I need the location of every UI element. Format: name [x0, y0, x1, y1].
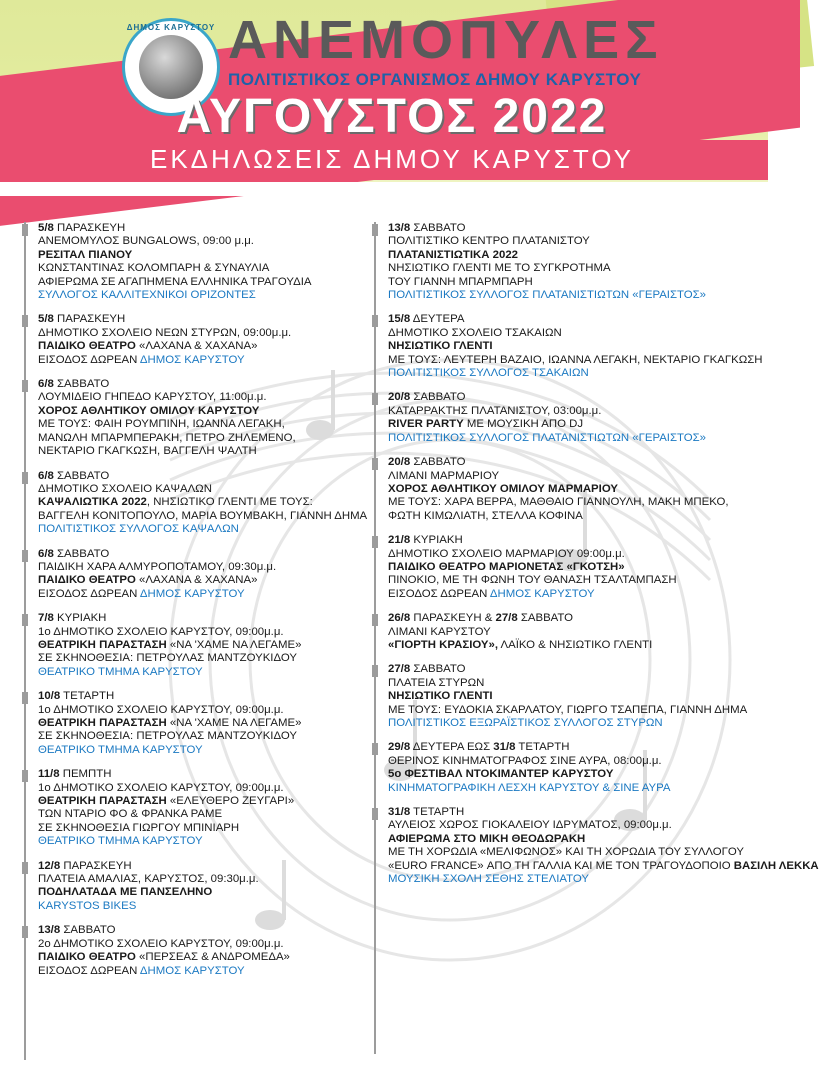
- event-title: ΠΑΙΔΙΚΟ ΘΕΑΤΡΟ: [38, 340, 136, 353]
- event-date: 29/8: [388, 741, 411, 754]
- event-title: ΧΟΡΟΣ ΑΘΛΗΤΙΚΟΥ ΟΜΙΛΟΥ ΜΑΡΜΑΡΙΟΥ: [388, 482, 618, 495]
- event-date: 31/8: [388, 806, 411, 819]
- event-date: 21/8: [388, 534, 411, 547]
- event-organizer-line: [388, 289, 748, 302]
- event-title-rest: «ΝΑ 'ΧΑΜΕ ΝΑ ΛΕΓΑΜΕ»: [166, 717, 302, 729]
- event-venue: ΠΟΛΙΤΙΣΤΙΚΟ ΚΕΝΤΡΟ ΠΛΑΤΑΝΙΣΤΟΥ: [388, 235, 590, 248]
- event-day-end: ΤΕΤΑΡΤΗ: [515, 741, 570, 754]
- event-date-line: [38, 924, 360, 937]
- event-venue: 1ο ΔΗΜΟΤΙΚΟ ΣΧΟΛΕΙΟ ΚΑΡΥΣΤΟΥ, 09:00μ.μ.: [38, 781, 284, 794]
- event-organizer: ΘΕΑΤΡΙΚΟ ΤΜΗΜΑ ΚΑΡΥΣΤΟΥ: [38, 835, 203, 848]
- event-date: 15/8: [388, 313, 411, 326]
- event-entry: [38, 378, 360, 458]
- events-column-right: [388, 222, 819, 897]
- event-date-line: [388, 534, 748, 547]
- event-title-rest: «ΝΑ 'ΧΑΜΕ ΝΑ ΛΕΓΑΜΕ»: [166, 638, 302, 651]
- event-venue: 2ο ΔΗΜΟΤΙΚΟ ΣΧΟΛΕΙΟ ΚΑΡΥΣΤΟΥ, 09:00μ.μ.: [38, 937, 284, 950]
- event-entry: [388, 456, 748, 523]
- event-organizer: ΜΟΥΣΙΚΗ ΣΧΟΛΗ ΣΕΘΗΣ ΣΤΕΛΙΑΤΟΥ: [388, 873, 589, 886]
- event-title-line: [388, 768, 748, 781]
- event-day: ΣΑΒΒΑΤΟ: [410, 663, 466, 676]
- event-date-line: [388, 741, 748, 754]
- event-date: 20/8: [388, 456, 411, 469]
- event-title-rest: ΛΑΪΚΟ & ΝΗΣΙΩΤΙΚΟ ΓΛΕΝΤΙ: [498, 638, 653, 651]
- event-venue: 1ο ΔΗΜΟΤΙΚΟ ΣΧΟΛΕΙΟ ΚΑΡΥΣΤΟΥ, 09:00μ.μ.: [38, 703, 284, 716]
- event-detail: ΜΕ ΤΟΥΣ: ΦΑΙΗ ΡΟΥΜΠΙΝΗ, ΙΩΑΝΝΑ ΛΕΓΑΚΗ,: [38, 418, 285, 431]
- event-date: 20/8: [388, 391, 411, 404]
- event-venue: ΠΛΑΤΕΙΑ ΣΤΥΡΩΝ: [388, 676, 485, 689]
- event-day: ΣΑΒΒΑΤΟ: [410, 456, 466, 469]
- event-title: RIVER PARTY: [388, 418, 464, 431]
- event-venue: ΛΟΥΜΙΔΕΙΟ ΓΗΠΕΔΟ ΚΑΡΥΣΤΟΥ, 11:00μ.μ.: [38, 391, 267, 404]
- event-date-line: [388, 806, 748, 819]
- event-entry: [388, 663, 748, 730]
- event-day: ΠΑΡΑΣΚΕΥΗ: [53, 222, 126, 234]
- event-organizer-line: [38, 965, 360, 978]
- event-organizer-line: [388, 782, 748, 795]
- event-day: ΣΑΒΒΑΤΟ: [53, 547, 110, 560]
- event-date-line: [38, 313, 360, 326]
- event-day: ΠΑΡΑΣΚΕΥΗ: [60, 859, 132, 872]
- event-detail: ΤΩΝ ΝΤΑΡΙΟ ΦΟ & ΦΡΑΝΚΑ ΡΑΜΕ: [38, 808, 223, 821]
- event-date: 5/8: [38, 313, 54, 326]
- event-organizer: ΚΙΝΗΜΑΤΟΓΡΑΦΙΚΗ ΛΕΣΧΗ ΚΑΡΥΣΤΟΥ & ΣΙΝΕ ΑΥΡΑ: [388, 781, 671, 794]
- event-title-line: [38, 496, 360, 509]
- event-title-line: [388, 561, 748, 574]
- event-venue: ΑΥΛΕΙΟΣ ΧΩΡΟΣ ΓΙΟΚΑΛΕΙΟΥ ΙΔΡΥΜΑΤΟΣ, 09:00μ.μ.: [388, 819, 672, 832]
- event-title: ΠΑΙΔΙΚΟ ΘΕΑΤΡΟ: [38, 951, 136, 964]
- event-venue: ΠΑΙΔΙΚΗ ΧΑΡΑ ΑΛΜΥΡΟΠΟΤΑΜΟΥ, 09:30μ.μ.: [38, 560, 277, 573]
- event-date: 5/8: [38, 222, 54, 234]
- event-entry-note: ΕΙΣΟΔΟΣ ΔΩΡΕΑΝ: [388, 587, 490, 600]
- event-organizer-line: [388, 717, 748, 730]
- event-organizer: ΘΕΑΤΡΙΚΟ ΤΜΗΜΑ ΚΑΡΥΣΤΟΥ: [38, 665, 203, 678]
- event-title-line: [38, 717, 360, 730]
- event-date: 6/8: [38, 469, 54, 482]
- event-detail: ΠΙΝΟΚΙΟ, ΜΕ ΤΗ ΦΩΝΗ ΤΟΥ ΘΑΝΑΣΗ ΤΣΑΛΤΑΜΠΑΣΗ: [388, 574, 677, 587]
- event-title: ΠΟΔΗΛΑΤΑΔΑ ΜΕ ΠΑΝΣΕΛΗΝΟ: [38, 886, 213, 899]
- logo-text: ΔΗΜΟΣ ΚΑΡΥΣΤΟΥ: [126, 23, 216, 32]
- event-title: ΝΗΣΙΩΤΙΚΟ ΓΛΕΝΤΙ: [388, 340, 493, 353]
- event-title-line: [388, 340, 748, 353]
- event-day-end: ΣΑΒΒΑΤΟ: [517, 612, 574, 625]
- event-date-line: [38, 860, 360, 873]
- event-organizer-line: [38, 289, 360, 302]
- event-date-line: [388, 663, 748, 676]
- event-detail: ΒΑΓΓΕΛΗ ΚΟΝΙΤΟΠΟΥΛΟ, ΜΑΡΙΑ ΒΟΥΜΒΑΚΗ, ΓΙΑΝΝΗ ΔΗΜΑ: [38, 509, 368, 522]
- event-detail-text: «EURO FRANCE» ΑΠΟ ΤΗ ΓΑΛΛΙΑ ΚΑΙ ΜΕ ΤΟΝ ΤΡΑΓΟΥΔΟΠΟΙΟ: [388, 859, 734, 872]
- event-entry: [388, 313, 763, 380]
- event-organizer-line: [388, 588, 748, 601]
- event-venue: ΔΗΜΟΤΙΚΟ ΣΧΟΛΕΙΟ ΜΑΡΜΑΡΙΟΥ 09:00μ.μ.: [388, 547, 625, 560]
- event-venue: ΔΗΜΟΤΙΚΟ ΣΧΟΛΕΙΟ ΤΣΑΚΑΙΩΝ: [388, 326, 562, 339]
- event-day: ΔΕΥΤΕΡΑ: [410, 313, 465, 326]
- event-title-line: [38, 574, 360, 587]
- event-entry: [38, 612, 360, 679]
- event-date: 27/8: [388, 663, 411, 676]
- event-day: ΚΥΡΙΑΚΗ: [410, 534, 463, 547]
- event-organizer: ΠΟΛΙΤΙΣΤΙΚΟΣ ΣΥΛΛΟΓΟΣ ΠΛΑΤΑΝΙΣΤΙΩΤΩΝ «ΓΕΡΑΙΣΤΟΣ»: [388, 431, 706, 444]
- event-date-end: 27/8: [495, 612, 518, 625]
- event-title-line: [38, 639, 360, 652]
- event-entry: [38, 548, 360, 602]
- event-venue: ΚΑΤΑΡΡΑΚΤΗΣ ΠΛΑΤΑΝΙΣΤΟΥ, 03:00μ.μ.: [388, 404, 602, 417]
- event-organizer: ΣΥΛΛΟΓΟΣ ΚΑΛΛΙΤΕΧΝΙΚΟΙ ΟΡΙΖΟΝΤΕΣ: [38, 289, 256, 302]
- event-date: 6/8: [38, 378, 54, 391]
- event-day: ΠΑΡΑΣΚΕΥΗ: [53, 313, 126, 326]
- event-organizer-line: [38, 588, 360, 601]
- event-title-rest: ΜΕ ΜΟΥΣΙΚΗ ΑΠΟ DJ: [463, 418, 584, 431]
- event-date: 11/8: [38, 768, 60, 781]
- event-venue: ΑΝΕΜΟΜΥΛΟΣ BUNGALOWS, 09:00 μ.μ.: [38, 235, 254, 248]
- event-organizer: ΘΕΑΤΡΙΚΟ ΤΜΗΜΑ ΚΑΡΥΣΤΟΥ: [38, 743, 203, 756]
- event-organizer: ΔΗΜΟΣ ΚΑΡΥΣΤΟΥ: [489, 587, 595, 600]
- event-detail: ΜΕ ΤΟΥΣ: ΧΑΡΑ ΒΕΡΡΑ, ΜΑΘΘΑΙΟ ΓΙΑΝΝΟΥΛΗ, ΜΑΚΗ ΜΠΕΚΟ,: [388, 496, 729, 509]
- event-venue: ΠΛΑΤΕΙΑ ΑΜΑΛΙΑΣ, ΚΑΡΥΣΤΟΣ, 09:30μ.μ.: [38, 873, 259, 886]
- event-organizer: ΠΟΛΙΤΙΣΤΙΚΟΣ ΣΥΛΛΟΓΟΣ ΤΣΑΚΑΙΩΝ: [388, 367, 589, 380]
- event-title: ΡΕΣΙΤΑΛ ΠΙΑΝΟΥ: [38, 248, 133, 261]
- event-date-line: [38, 612, 360, 625]
- event-organizer-line: [38, 354, 360, 367]
- event-title-line: [388, 639, 748, 652]
- poster-header: [0, 0, 768, 196]
- event-detail: ΝΕΚΤΑΡΙΟ ΓΚΑΓΚΩΣΗ, ΒΑΓΓΕΛΗ ΨΑΛΤΗ: [38, 445, 257, 458]
- event-day: ΣΑΒΒΑΤΟ: [60, 924, 116, 937]
- event-organizer: ΠΟΛΙΤΙΣΤΙΚΟΣ ΣΥΛΛΟΓΟΣ ΚΑΨΑΛΩΝ: [38, 523, 239, 536]
- event-date-line: [38, 470, 360, 483]
- event-organizer: ΔΗΜΟΣ ΚΑΡΥΣΤΟΥ: [139, 964, 245, 977]
- event-day: ΤΕΤΑΡΤΗ: [60, 690, 115, 703]
- event-detail-bold: ΒΑΣΙΛΗ ΛΕΚΚΑ: [733, 859, 819, 872]
- event-entry: [38, 924, 360, 978]
- event-date-line: [388, 313, 748, 326]
- event-organizer-line: [38, 666, 360, 679]
- event-organizer-line: [388, 873, 748, 886]
- event-date-line: [388, 391, 748, 404]
- event-title: «ΓΙΟΡΤΗ ΚΡΑΣΙΟΥ»,: [388, 638, 498, 651]
- event-day: ΣΑΒΒΑΤΟ: [53, 469, 110, 482]
- event-entry: [388, 741, 748, 795]
- header-divider: [0, 182, 768, 196]
- event-date-line: [38, 768, 360, 781]
- event-detail: ΝΗΣΙΩΤΙΚΟ ΓΛΕΝΤΙ ΜΕ ΤΟ ΣΥΓΚΡΟΤΗΜΑ: [388, 262, 611, 275]
- event-title: ΑΦΙΕΡΩΜΑ ΣΤΟ ΜΙΚΗ ΘΕΟΔΩΡΑΚΗ: [388, 832, 586, 845]
- event-title-line: [388, 483, 748, 496]
- event-organizer: ΠΟΛΙΤΙΣΤΙΚΟΣ ΕΞΩΡΑΪΣΤΙΚΟΣ ΣΥΛΛΟΓΟΣ ΣΤΥΡΩΝ: [388, 717, 663, 729]
- event-venue: ΔΗΜΟΤΙΚΟ ΣΧΟΛΕΙΟ ΝΕΩΝ ΣΤΥΡΩΝ, 09:00μ.μ.: [38, 326, 292, 339]
- event-organizer: ΔΗΜΟΣ ΚΑΡΥΣΤΟΥ: [139, 587, 245, 600]
- event-day: ΚΥΡΙΑΚΗ: [53, 612, 107, 625]
- event-detail: ΜΕ ΤΟΥΣ: ΕΥΔΟΚΙΑ ΣΚΑΡΛΑΤΟΥ, ΓΙΩΡΓΟ ΤΣΑΠΕΠΑ, ΓΙΑΝΝΗ ΔΗΜΑ: [388, 703, 748, 716]
- event-title-rest: «ΛΑΧΑΝΑ & ΧΑΧΑΝΑ»: [135, 574, 258, 587]
- event-date: 13/8: [38, 924, 61, 937]
- event-date: 6/8: [38, 547, 54, 560]
- event-detail: ΤΟΥ ΓΙΑΝΝΗ ΜΠΑΡΜΠΑΡΗ: [388, 275, 533, 288]
- event-organizer-line: [38, 744, 360, 757]
- event-organizer: ΔΗΜΟΣ ΚΑΡΥΣΤΟΥ: [139, 353, 245, 366]
- event-date-end: 31/8: [493, 741, 516, 754]
- event-title-line: [388, 690, 748, 703]
- events-subtitle: ΕΚΔΗΛΩΣΕΙΣ ΔΗΜΟΥ ΚΑΡΥΣΤΟΥ: [150, 144, 634, 174]
- event-venue: 1ο ΔΗΜΟΤΙΚΟ ΣΧΟΛΕΙΟ ΚΑΡΥΣΤΟΥ, 09:00μ.μ.: [38, 625, 284, 638]
- event-title: 5ο ΦΕΣΤΙΒΑΛ ΝΤΟΚΙΜΑΝΤΕΡ ΚΑΡΥΣΤΟΥ: [388, 768, 614, 781]
- event-date-line: [38, 378, 360, 391]
- event-title: ΘΕΑΤΡΙΚΗ ΠΑΡΑΣΤΑΣΗ: [38, 638, 167, 651]
- event-title: ΘΕΑΤΡΙΚΗ ΠΑΡΑΣΤΑΣΗ: [38, 717, 167, 729]
- event-entry: [388, 806, 819, 886]
- event-day: ΠΑΡΑΣΚΕΥΗ &: [410, 612, 496, 625]
- event-entry: [388, 222, 748, 302]
- event-date-line: [38, 222, 360, 235]
- event-detail: [388, 859, 819, 873]
- event-entry: [38, 690, 360, 757]
- event-detail: ΑΦΙΕΡΩΜΑ ΣΕ ΑΓΑΠΗΜΕΝΑ ΕΛΛΗΝΙΚΑ ΤΡΑΓΟΥΔΙΑ: [38, 275, 312, 288]
- event-date-line: [38, 690, 360, 703]
- event-entry-note: ΕΙΣΟΔΟΣ ΔΩΡΕΑΝ: [38, 353, 140, 366]
- event-title-line: [388, 833, 748, 846]
- event-title: ΠΛΑΤΑΝΙΣΤΙΩΤΙΚΑ 2022: [388, 248, 519, 261]
- event-day: ΤΕΤΑΡΤΗ: [410, 806, 465, 819]
- event-day: ΣΑΒΒΑΤΟ: [410, 222, 466, 234]
- event-day: ΣΑΒΒΑΤΟ: [53, 378, 110, 391]
- event-date-line: [388, 612, 748, 625]
- event-date: 7/8: [38, 612, 54, 625]
- event-entry: [388, 391, 748, 445]
- month-heading: ΑΥΓΟΥΣΤΟΣ 2022: [176, 90, 608, 143]
- event-title: ΝΗΣΙΩΤΙΚΟ ΓΛΕΝΤΙ: [388, 690, 493, 703]
- event-entry: [38, 860, 360, 914]
- event-title-line: [38, 951, 360, 964]
- event-detail: ΜΑΝΩΛΗ ΜΠΑΡΜΠΕΡΑΚΗ, ΠΕΤΡΟ ΖΗΛΕΜΕΝΟ,: [38, 431, 296, 444]
- event-date: 10/8: [38, 690, 61, 703]
- event-title-line: [38, 249, 360, 262]
- event-title-line: [38, 340, 360, 353]
- event-organizer: ΠΟΛΙΤΙΣΤΙΚΟΣ ΣΥΛΛΟΓΟΣ ΠΛΑΤΑΝΙΣΤΙΩΤΩΝ «ΓΕΡΑΙΣΤΟΣ»: [388, 289, 706, 302]
- events-column-left: [38, 222, 368, 989]
- event-entry: [38, 469, 368, 537]
- event-title-line: [38, 405, 360, 418]
- event-entry-note: ΕΙΣΟΔΟΣ ΔΩΡΕΑΝ: [38, 964, 140, 977]
- event-title-rest: «ΛΑΧΑΝΑ & ΧΑΧΑΝΑ»: [135, 340, 258, 353]
- event-title: ΘΕΑΤΡΙΚΗ ΠΑΡΑΣΤΑΣΗ: [38, 795, 167, 808]
- event-day: ΠΕΜΠΤΗ: [59, 768, 112, 781]
- event-detail: ΣΕ ΣΚΗΝΟΘΕΣΙΑ ΓΙΩΡΓΟΥ ΜΠΙΝΙΑΡΗ: [38, 821, 240, 834]
- event-detail: ΜΕ ΤΗ ΧΟΡΩΔΙΑ «ΜΕΛΙΦΩΝΟΣ» ΚΑΙ ΤΗ ΧΟΡΩΔΙΑ ΤΟΥ ΣΥΛΛΟΓΟΥ: [388, 846, 745, 859]
- event-venue: ΘΕΡΙΝΟΣ ΚΙΝΗΜΑΤΟΓΡΑΦΟΣ ΣΙΝΕ ΑΥΡΑ, 08:00μ.μ.: [388, 754, 662, 767]
- event-date: 12/8: [38, 859, 61, 872]
- event-date: 26/8: [388, 612, 411, 625]
- event-day: ΔΕΥΤΕΡΑ ΕΩΣ: [410, 741, 494, 754]
- poster-title: ΑΝΕΜΟΠΥΛΕΣ: [228, 10, 664, 70]
- event-organizer-line: [388, 432, 748, 445]
- event-detail: ΣΕ ΣΚΗΝΟΘΕΣΙΑ: ΠΕΤΡΟΥΛΑΣ ΜΑΝΤΖΟΥΚΙΔΟΥ: [38, 652, 297, 665]
- event-venue: ΔΗΜΟΤΙΚΟ ΣΧΟΛΕΙΟ ΚΑΨΑΛΩΝ: [38, 482, 212, 495]
- event-title: ΠΑΙΔΙΚΟ ΘΕΑΤΡΟ: [38, 574, 136, 587]
- event-title-rest: «ΠΕΡΣΕΑΣ & ΑΝΔΡΟΜΕΔΑ»: [135, 951, 290, 964]
- event-title-line: [388, 418, 748, 431]
- event-date: 13/8: [388, 222, 411, 234]
- event-venue: ΛΙΜΑΝΙ ΚΑΡΥΣΤΟΥ: [388, 625, 491, 638]
- event-date-line: [388, 222, 748, 235]
- event-entry: [388, 534, 748, 601]
- event-date-line: [388, 456, 748, 469]
- event-organizer-line: [38, 900, 360, 913]
- event-entry: [38, 313, 360, 367]
- event-entry: [38, 222, 360, 302]
- event-title-rest: «ΕΛΕΥΘΕΡΟ ΖΕΥΓΑΡΙ»: [166, 795, 295, 808]
- event-day: ΣΑΒΒΑΤΟ: [410, 391, 466, 404]
- event-entry-note: ΕΙΣΟΔΟΣ ΔΩΡΕΑΝ: [38, 587, 140, 600]
- event-organizer-line: [388, 367, 748, 380]
- event-detail: ΚΩΝΣΤΑΝΤΙΝΑΣ ΚΟΛΟΜΠΑΡΗ & ΣΥΝΑΥΛΙΑ: [38, 262, 270, 275]
- event-title: ΚΑΨΑΛΙΩΤΙΚΑ 2022: [38, 496, 147, 509]
- event-detail: ΣΕ ΣΚΗΝΟΘΕΣΙΑ: ΠΕΤΡΟΥΛΑΣ ΜΑΝΤΖΟΥΚΙΔΟΥ: [38, 730, 297, 743]
- event-organizer-line: [38, 835, 360, 848]
- event-title-line: [388, 249, 748, 262]
- event-title: ΠΑΙΔΙΚΟ ΘΕΑΤΡΟ ΜΑΡΙΟΝΕΤΑΣ «ΓΚΟΤΣΗ»: [388, 560, 625, 573]
- event-venue: ΛΙΜΑΝΙ ΜΑΡΜΑΡΙΟΥ: [388, 469, 500, 482]
- event-detail: ΦΩΤΗ ΚΙΜΩΛΙΑΤΗ, ΣΤΕΛΛΑ ΚΟΦΙΝΑ: [388, 509, 583, 522]
- event-title-line: [38, 795, 360, 808]
- event-organizer: KARYSTOS BIKES: [38, 899, 137, 912]
- event-detail: ΜΕ ΤΟΥΣ: ΛΕΥΤΕΡΗ ΒΑΖΑΙΟ, ΙΩΑΝΝΑ ΛΕΓΑΚΗ, ΝΕΚΤΑΡΙΟ ΓΚΑΓΚΩΣΗ: [388, 353, 763, 366]
- event-organizer-line: [38, 523, 360, 536]
- event-title-rest: , ΝΗΣΙΩΤΙΚΟ ΓΛΕΝΤΙ ΜΕ ΤΟΥΣ:: [146, 496, 313, 509]
- event-entry: [38, 768, 360, 848]
- organization-name: ΠΟΛΙΤΙΣΤΙΚΟΣ ΟΡΓΑΝΙΣΜΟΣ ΔΗΜΟΥ ΚΑΡΥΣΤΟΥ: [228, 70, 642, 89]
- event-entry: [388, 612, 748, 652]
- event-title-line: [38, 886, 360, 899]
- event-date-line: [38, 548, 360, 561]
- event-title: ΧΟΡΟΣ ΑΘΛΗΤΙΚΟΥ ΟΜΙΛΟΥ ΚΑΡΥΣΤΟΥ: [38, 404, 260, 417]
